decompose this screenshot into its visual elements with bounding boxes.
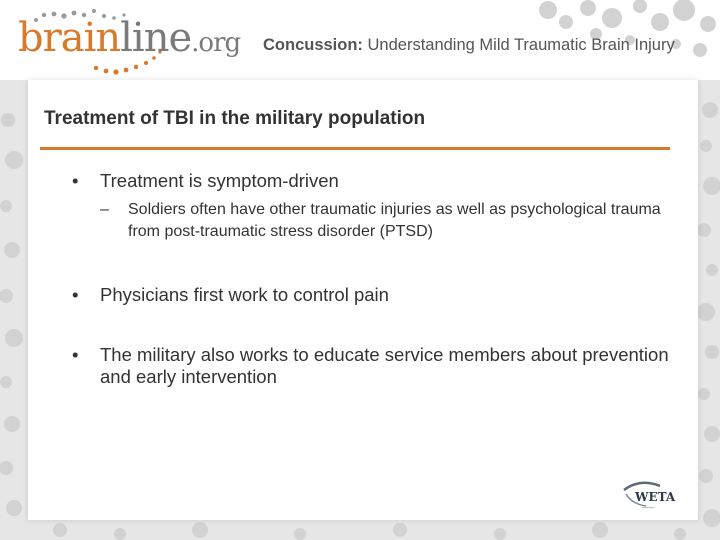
- bullet-item: [72, 284, 692, 306]
- dash-icon: –: [100, 201, 109, 218]
- deck-title-bold: Concussion:: [263, 36, 363, 54]
- bullet-item: [72, 344, 692, 388]
- sub-bullet-text: Soldiers often have other traumatic injuries as well as psychological trauma from post-traumatic stress disorder (PTSD): [128, 201, 661, 240]
- content-panel: [28, 80, 698, 520]
- bullet-text: The military also works to educate service members about prevention and early intervention: [100, 344, 669, 387]
- bullet-list: [72, 170, 692, 388]
- deck-title: [263, 36, 675, 55]
- bullet-text: Physicians first work to control pain: [100, 284, 389, 305]
- bullet-icon: •: [72, 170, 79, 191]
- weta-logo-text: WETA: [635, 490, 676, 504]
- bullet-icon: •: [72, 284, 79, 305]
- bullet-icon: •: [72, 344, 79, 365]
- slide-title: Treatment of TBI in the military population: [44, 108, 426, 129]
- title-divider: [40, 147, 670, 150]
- brainline-logo[interactable]: brainline.org: [18, 15, 241, 61]
- bullet-text: Treatment is symptom-driven: [100, 170, 339, 191]
- svg-text:━━━━━━: ━━━━━━: [642, 506, 655, 510]
- deck-title-rest: Understanding Mild Traumatic Brain Injury: [362, 36, 675, 54]
- sub-bullet-item: [72, 199, 692, 243]
- bullet-item: [72, 170, 692, 192]
- weta-logo[interactable]: [622, 480, 682, 512]
